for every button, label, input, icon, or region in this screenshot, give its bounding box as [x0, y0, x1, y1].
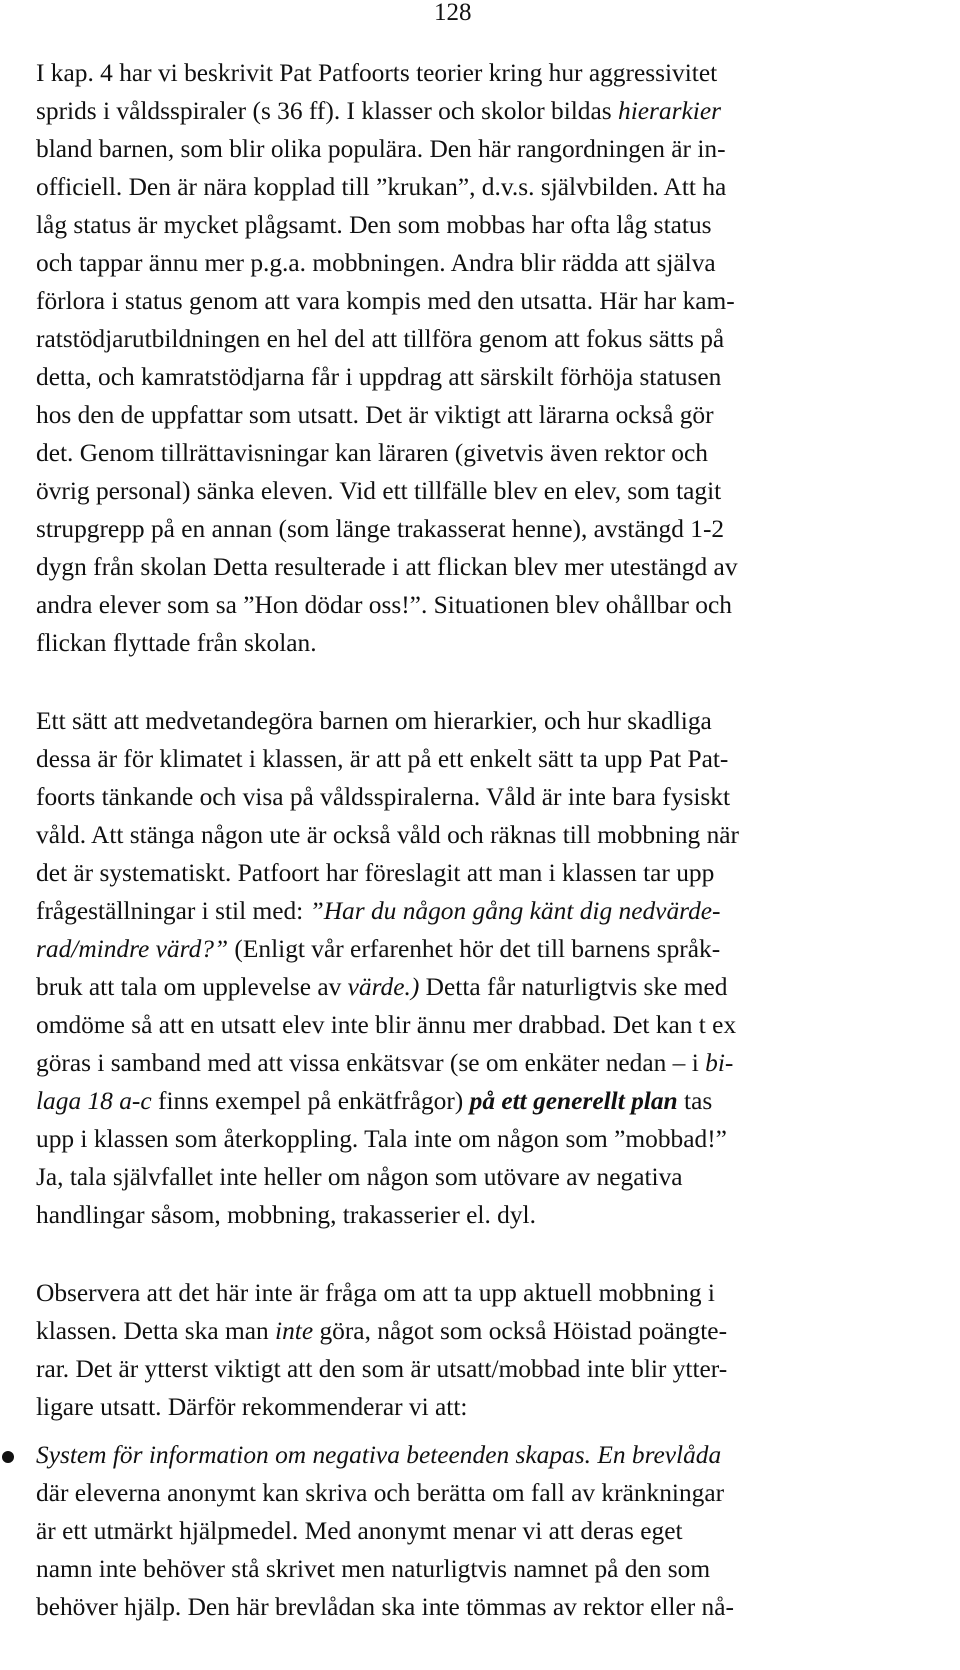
text-line: övrig personal) sänka eleven. Vid ett tillfälle blev en elev, som tagit — [36, 477, 722, 505]
text-line — [36, 1084, 712, 1118]
text-line: System för information om negativa beteenden skapas. En brevlåda — [36, 1441, 722, 1469]
text-line — [36, 932, 720, 966]
text-line: detta, och kamratstödjarna får i uppdrag att särskilt förhöja statusen — [36, 363, 722, 391]
emphasis-text: hierarkier — [618, 97, 721, 125]
text-line: hos den de uppfattar som utsatt. Det är viktigt att lärarna också gör — [36, 401, 714, 429]
text-line — [36, 894, 721, 928]
text-line: flickan flyttade från skolan. — [36, 629, 317, 657]
text-line: Ett sätt att medvetandegöra barnen om hierarkier, och hur skadliga — [36, 707, 712, 735]
bullet-icon — [2, 1451, 14, 1463]
text-line: bland barnen, som blir olika populära. Den här rangordningen är in- — [36, 135, 726, 163]
text-line: officiell. Den är nära kopplad till ”krukan”, d.v.s. självbilden. Att ha — [36, 173, 727, 201]
strong-emphasis-text: på ett generellt plan — [469, 1087, 678, 1115]
text-line: rar. Det är ytterst viktigt att den som är utsatt/mobbad inte blir ytter- — [36, 1355, 728, 1383]
text-line: behöver hjälp. Den här brevlådan ska inte tömmas av rektor eller nå- — [36, 1593, 734, 1621]
emphasis-text: inte — [275, 1317, 314, 1345]
page-number: 128 — [434, 0, 472, 26]
text-line: andra elever som sa ”Hon dödar oss!”. Situationen blev ohållbar och — [36, 591, 732, 619]
text-run: sprids i våldsspiraler (s 36 ff). I klasser och skolor bildas — [36, 97, 619, 125]
text-line: strupgrepp på en annan (som länge trakasserat henne), avstängd 1-2 — [36, 515, 725, 543]
text-line: och tappar ännu mer p.g.a. mobbningen. Andra blir rädda att själva — [36, 249, 716, 277]
text-line: våld. Att stänga någon ute är också våld och räknas till mobbning när — [36, 821, 740, 849]
text-line — [36, 1314, 727, 1348]
text-line: dygn från skolan Detta resulterade i att flickan blev mer utestängd av — [36, 553, 738, 581]
text-line: I kap. 4 har vi beskrivit Pat Patfoorts teorier kring hur aggressivitet — [36, 59, 718, 87]
emphasis-text: värde.) — [347, 973, 420, 1001]
text-line: där eleverna anonymt kan skriva och berätta om fall av kränkningar — [36, 1479, 725, 1507]
text-line: dessa är för klimatet i klassen, är att på ett enkelt sätt ta upp Pat Pat- — [36, 745, 729, 773]
text-line: namn inte behöver stå skrivet men naturligtvis namnet på den som — [36, 1555, 711, 1583]
text-line: omdöme så att en utsatt elev inte blir ännu mer drabbad. Det kan t ex — [36, 1011, 737, 1039]
text-run: tas — [677, 1087, 713, 1115]
text-run: göras i samband med att vissa enkätsvar (se om enkäter nedan – i — [36, 1049, 706, 1077]
text-line: det. Genom tillrättavisningar kan läraren (givetvis även rektor och — [36, 439, 708, 467]
text-line: upp i klassen som återkoppling. Tala inte om någon som ”mobbad!” — [36, 1125, 727, 1153]
text-line: låg status är mycket plågsamt. Den som mobbas har ofta låg status — [36, 211, 712, 239]
emphasis-text: laga 18 a-c — [36, 1087, 152, 1115]
text-run: frågeställningar i stil med: — [36, 897, 310, 925]
text-line — [36, 1046, 733, 1080]
text-line: ligare utsatt. Därför rekommenderar vi att: — [36, 1393, 468, 1421]
text-line: ratstödjarutbildningen en hel del att tillföra genom att fokus sätts på — [36, 325, 725, 353]
text-line — [36, 94, 721, 128]
text-line: det är systematiskt. Patfoort har föreslagit att man i klassen tar upp — [36, 859, 715, 887]
text-run: finns exempel på enkätfrågor) — [151, 1087, 470, 1115]
text-run: (Enligt vår erfarenhet hör det till barnens språk- — [228, 935, 721, 963]
text-line: är ett utmärkt hjälpmedel. Med anonymt menar vi att deras eget — [36, 1517, 683, 1545]
emphasis-text: ”Har du någon gång känt dig nedvärde- — [309, 897, 721, 925]
text-run: klassen. Detta ska man — [36, 1317, 276, 1345]
emphasis-text: rad/mindre värd?” — [36, 935, 229, 963]
text-line: Observera att det här inte är fråga om att ta upp aktuell mobbning i — [36, 1279, 715, 1307]
text-line: foorts tänkande och visa på våldsspiralerna. Våld är inte bara fysiskt — [36, 783, 731, 811]
text-run: Detta får naturligtvis ske med — [419, 973, 728, 1001]
text-run: göra, något som också Höistad poängte- — [313, 1317, 728, 1345]
text-line: Ja, tala självfallet inte heller om någon som utövare av negativa — [36, 1163, 683, 1191]
text-line — [36, 970, 727, 1004]
text-line: förlora i status genom att vara kompis med den utsatta. Här har kam- — [36, 287, 735, 315]
text-run: bruk att tala om upplevelse av — [36, 973, 348, 1001]
emphasis-text: bi- — [705, 1049, 734, 1077]
text-line: handlingar såsom, mobbning, trakasserier el. dyl. — [36, 1201, 536, 1229]
